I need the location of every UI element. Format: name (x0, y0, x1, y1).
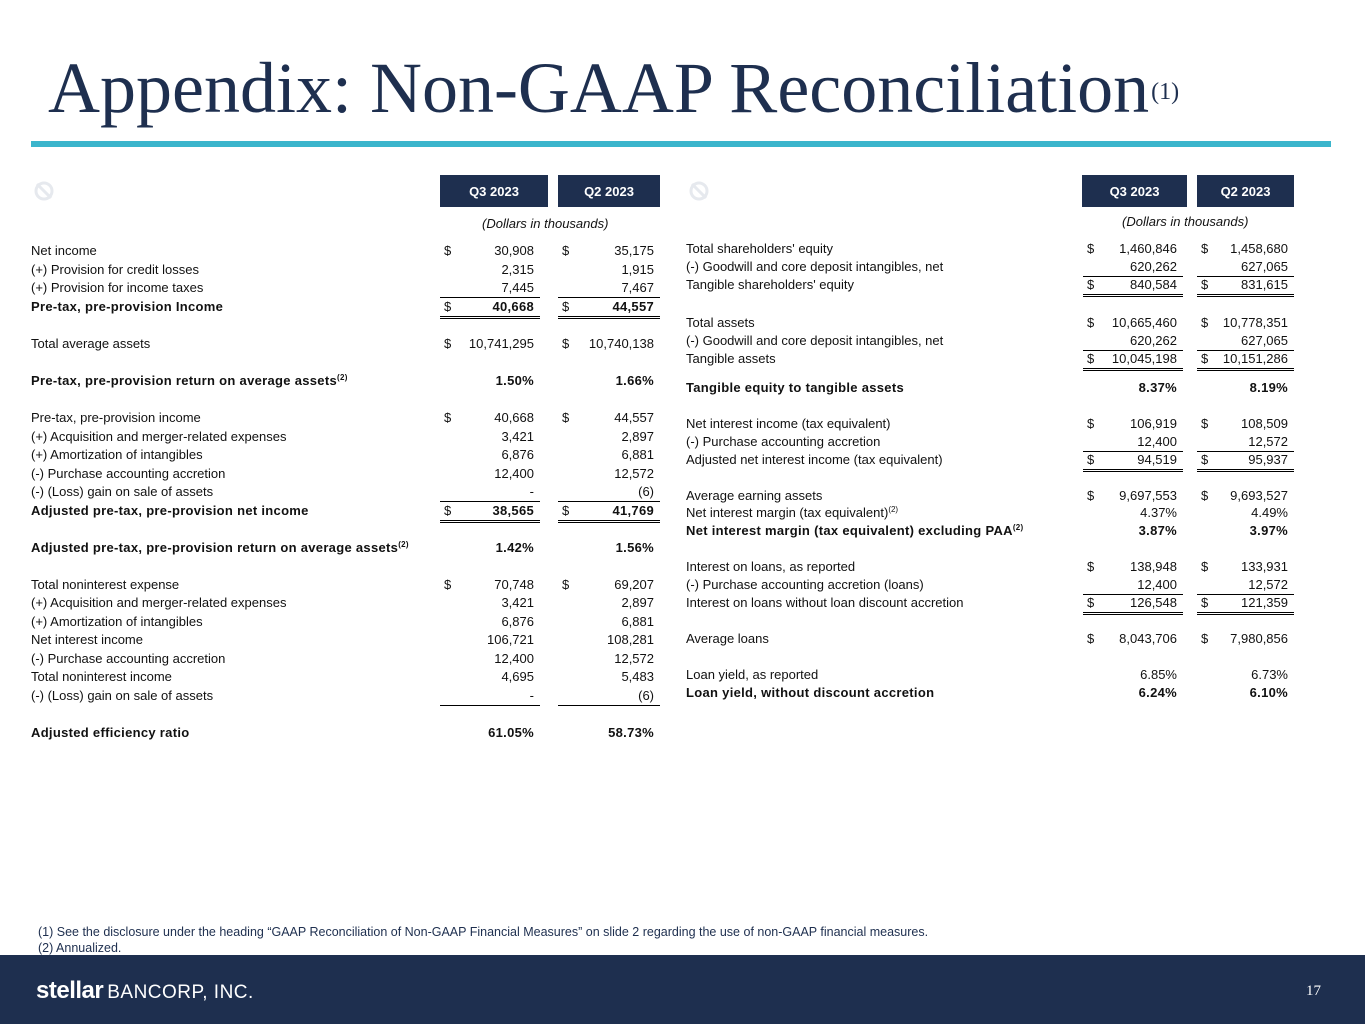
row-label: (-) Purchase accounting accretion (31, 466, 226, 481)
cell-q2-2023 (1197, 451, 1294, 472)
left-column-header-q3: Q3 2023 (440, 175, 548, 207)
cell-value: 12,400 (494, 466, 534, 481)
cell-q2-2023 (558, 428, 660, 446)
cell-q2-2023 (558, 446, 660, 464)
table-row (686, 504, 1294, 522)
cell-q2-2023 (558, 409, 660, 427)
row-label: (-) Goodwill and core deposit intangibles, net (686, 333, 944, 348)
currency-symbol: $ (1201, 559, 1209, 574)
cell-q3-2023 (1083, 332, 1183, 351)
cell-value: 2,315 (501, 262, 534, 277)
cell-value: 4,695 (501, 669, 534, 684)
cell-q3-2023 (1083, 558, 1183, 576)
footer-bar (0, 955, 1365, 1024)
cell-value: - (529, 484, 534, 499)
row-label: Adjusted pre-tax, pre-provision return on average assets$^{(2)}$ (31, 540, 409, 555)
cell-q2-2023 (1197, 350, 1294, 371)
cell-value: 1.42% (495, 540, 534, 555)
row-label: Average loans (686, 631, 769, 646)
row-label: (-) Purchase accounting accretion (loans) (686, 577, 924, 592)
cell-value: 8,043,706 (1119, 631, 1177, 646)
table-row (31, 668, 660, 686)
currency-symbol: $ (444, 299, 452, 314)
cell-q3-2023 (440, 242, 540, 260)
cell-value: 3,421 (501, 429, 534, 444)
row-footnote-ref: (2) (1012, 523, 1024, 532)
cell-value: 126,548 (1130, 595, 1177, 610)
cell-q3-2023 (440, 576, 540, 594)
row-label: Total average assets (31, 336, 151, 351)
cell-q2-2023 (1197, 240, 1294, 258)
cell-value: 10,778,351 (1222, 315, 1288, 330)
page-number: 17 (1306, 983, 1321, 999)
row-label: (-) (Loss) gain on sale of assets (31, 688, 214, 703)
table-row (686, 276, 1294, 294)
cell-value: 1.66% (615, 373, 654, 388)
cell-q3-2023 (440, 446, 540, 464)
cell-q2-2023 (1197, 558, 1294, 576)
cell-q3-2023 (1083, 258, 1183, 277)
cell-q3-2023 (440, 724, 540, 742)
row-label: Interest on loans, as reported (686, 559, 856, 574)
currency-symbol: $ (562, 410, 570, 425)
cell-q2-2023 (558, 631, 660, 649)
table-row (686, 576, 1294, 594)
currency-symbol: $ (562, 299, 570, 314)
cell-value: 6.10% (1249, 685, 1288, 700)
row-label: (+) Acquisition and merger-related expenses (31, 429, 287, 444)
cell-q3-2023 (440, 539, 540, 557)
cell-q2-2023 (1197, 504, 1294, 522)
cell-q2-2023 (1197, 415, 1294, 433)
currency-symbol: $ (1201, 315, 1209, 330)
row-label: Total assets (686, 315, 755, 330)
company-logo: stellar BANCORP, INC. (36, 977, 254, 1004)
cell-q3-2023 (1083, 684, 1183, 702)
cell-q3-2023 (1083, 276, 1183, 297)
cell-q2-2023 (558, 613, 660, 631)
row-footnote-ref: (2) (398, 540, 409, 549)
table-row (686, 487, 1294, 505)
currency-symbol: $ (1201, 416, 1209, 431)
cell-q3-2023 (1083, 522, 1183, 540)
table-row (686, 558, 1294, 576)
cell-value: 108,281 (607, 632, 654, 647)
cell-q3-2023 (440, 335, 540, 353)
cell-q3-2023 (1083, 350, 1183, 371)
row-label: Total noninterest income (31, 669, 172, 684)
table-row (686, 522, 1294, 540)
row-label: Net interest income (31, 632, 143, 647)
right-column-header-q2: Q2 2023 (1197, 175, 1294, 207)
cell-value: 620,262 (1130, 259, 1177, 274)
currency-symbol: $ (444, 503, 452, 518)
cell-value: (6) (638, 484, 654, 499)
row-label: (+) Provision for income taxes (31, 280, 204, 295)
cell-value: 3.97% (1249, 523, 1288, 538)
cell-value: 831,615 (1241, 277, 1288, 292)
cell-q2-2023 (558, 687, 660, 706)
cell-q3-2023 (440, 465, 540, 483)
table-row (686, 630, 1294, 648)
cell-value: 108,509 (1241, 416, 1288, 431)
cell-value: 10,151,286 (1222, 351, 1288, 366)
currency-symbol: $ (1201, 488, 1209, 503)
right-units-label: (Dollars in thousands) (1122, 214, 1249, 229)
row-label: Total shareholders' equity (686, 241, 834, 256)
row-footnote-ref: (2) (888, 505, 899, 514)
currency-symbol: $ (444, 410, 452, 425)
cell-q2-2023 (1197, 666, 1294, 684)
table-row (31, 409, 660, 427)
cell-q3-2023 (440, 613, 540, 631)
currency-symbol: $ (1087, 452, 1095, 467)
currency-symbol: $ (1087, 559, 1095, 574)
row-footnote-ref: (2) (336, 373, 348, 382)
table-row (31, 446, 660, 464)
cell-value: 1,915 (621, 262, 654, 277)
cell-value: 4.37% (1140, 505, 1177, 520)
cell-value: 8.19% (1249, 380, 1288, 395)
cell-value: 2,897 (621, 595, 654, 610)
currency-symbol: $ (1087, 488, 1095, 503)
cell-value: 70,748 (494, 577, 534, 592)
row-label: Pre-tax, pre-provision return on average assets$^{(2)}$ (31, 373, 348, 388)
table-row (31, 261, 660, 279)
cell-value: 44,557 (614, 410, 654, 425)
table-row (31, 539, 660, 557)
currency-symbol: $ (1201, 241, 1209, 256)
currency-symbol: $ (1087, 315, 1095, 330)
cell-q3-2023 (1083, 666, 1183, 684)
row-label: Tangible shareholders' equity (686, 277, 854, 292)
row-label: Loan yield, without discount accretion (686, 685, 935, 700)
row-label: Net interest margin (tax equivalent)$^{(2)}$ (686, 505, 899, 520)
row-label: Total noninterest expense (31, 577, 180, 592)
cell-value: 94,519 (1137, 452, 1177, 467)
currency-symbol: $ (1087, 277, 1095, 292)
cell-value: 2,897 (621, 429, 654, 444)
row-label: Net interest income (tax equivalent) (686, 416, 891, 431)
cell-q3-2023 (1083, 576, 1183, 595)
title-divider (31, 141, 1331, 147)
cell-q3-2023 (440, 261, 540, 279)
cell-q2-2023 (1197, 379, 1294, 397)
cell-q2-2023 (558, 502, 660, 523)
cell-value: 5,483 (621, 669, 654, 684)
cell-q3-2023 (440, 650, 540, 668)
table-row (686, 666, 1294, 684)
row-label: Tangible assets (686, 351, 776, 366)
cell-value: 106,919 (1130, 416, 1177, 431)
cell-q3-2023 (1083, 487, 1183, 505)
table-row (686, 451, 1294, 469)
cell-q2-2023 (558, 724, 660, 742)
table-row (686, 314, 1294, 332)
cell-q2-2023 (558, 668, 660, 686)
cell-q2-2023 (558, 335, 660, 353)
cell-q2-2023 (558, 298, 660, 319)
cell-q2-2023 (558, 483, 660, 502)
cell-q2-2023 (1197, 522, 1294, 540)
cell-value: 627,065 (1241, 333, 1288, 348)
row-label: Net income (31, 243, 97, 258)
row-label: Pre-tax, pre-provision Income (31, 299, 224, 314)
watermark-icon (688, 180, 710, 202)
cell-q2-2023 (558, 261, 660, 279)
cell-q3-2023 (1083, 379, 1183, 397)
cell-value: 38,565 (492, 503, 534, 518)
cell-value: 12,572 (614, 466, 654, 481)
title-footnote: (1) (1151, 79, 1180, 105)
currency-symbol: $ (444, 336, 452, 351)
currency-symbol: $ (1087, 595, 1095, 610)
cell-value: 138,948 (1130, 559, 1177, 574)
currency-symbol: $ (444, 577, 452, 592)
table-row (31, 631, 660, 649)
row-label: Average earning assets (686, 488, 823, 503)
cell-q2-2023 (1197, 433, 1294, 452)
cell-value: 12,572 (1248, 577, 1288, 592)
currency-symbol: $ (1087, 631, 1095, 646)
currency-symbol: $ (562, 503, 570, 518)
cell-q2-2023 (1197, 258, 1294, 277)
cell-value: 6.73% (1251, 667, 1288, 682)
row-label: (-) (Loss) gain on sale of assets (31, 484, 214, 499)
cell-q3-2023 (440, 631, 540, 649)
currency-symbol: $ (1087, 351, 1095, 366)
cell-q2-2023 (558, 650, 660, 668)
row-label: Interest on loans without loan discount accretion (686, 595, 964, 610)
cell-value: 3,421 (501, 595, 534, 610)
cell-value: 9,697,553 (1119, 488, 1177, 503)
cell-q3-2023 (440, 483, 540, 502)
left-units-label: (Dollars in thousands) (482, 216, 609, 231)
row-label: Tangible equity to tangible assets (686, 380, 904, 395)
table-row (31, 594, 660, 612)
cell-value: 1.56% (615, 540, 654, 555)
cell-q2-2023 (558, 372, 660, 390)
cell-value: 7,467 (621, 280, 654, 295)
footnote-1: (1) See the disclosure under the heading “GAAP Reconciliation of Non-GAAP Financial Measures” on slide 2 regarding the use of non-GAAP financial measures. (38, 925, 929, 939)
table-row (31, 687, 660, 705)
cell-value: 6,881 (621, 447, 654, 462)
cell-q2-2023 (558, 594, 660, 612)
page-title: Appendix: Non-GAAP Reconciliation$^{(1)}$ (48, 48, 1180, 128)
table-row (686, 433, 1294, 451)
cell-q3-2023 (1083, 504, 1183, 522)
row-label: (-) Purchase accounting accretion (31, 651, 226, 666)
cell-value: 6,881 (621, 614, 654, 629)
table-row (31, 650, 660, 668)
table-row (686, 332, 1294, 350)
currency-symbol: $ (1201, 631, 1209, 646)
table-row (686, 415, 1294, 433)
row-label: Loan yield, as reported (686, 667, 819, 682)
currency-symbol: $ (1087, 241, 1095, 256)
cell-q3-2023 (1083, 433, 1183, 452)
row-label: Adjusted pre-tax, pre-provision net income (31, 503, 309, 518)
cell-q3-2023 (1083, 594, 1183, 615)
cell-value: 7,445 (501, 280, 534, 295)
cell-value: 627,065 (1241, 259, 1288, 274)
cell-value: 10,741,295 (468, 336, 534, 351)
cell-q3-2023 (1083, 451, 1183, 472)
row-label: (+) Amortization of intangibles (31, 447, 203, 462)
row-label: Net interest margin (tax equivalent) excluding PAA$^{(2)}$ (686, 523, 1024, 538)
cell-value: 58.73% (608, 725, 654, 740)
cell-value: 6.24% (1138, 685, 1177, 700)
currency-symbol: $ (1201, 452, 1209, 467)
table-row (31, 613, 660, 631)
currency-symbol: $ (1201, 277, 1209, 292)
cell-q2-2023 (558, 242, 660, 260)
watermark-icon (33, 180, 55, 202)
currency-symbol: $ (562, 243, 570, 258)
cell-value: 30,908 (494, 243, 534, 258)
cell-q3-2023 (440, 428, 540, 446)
cell-value: 133,931 (1241, 559, 1288, 574)
cell-value: 12,572 (1248, 434, 1288, 449)
table-row (31, 335, 660, 353)
currency-symbol: $ (1201, 595, 1209, 610)
table-row (31, 428, 660, 446)
table-row (31, 242, 660, 260)
row-label: Adjusted efficiency ratio (31, 725, 190, 740)
cell-q3-2023 (440, 372, 540, 390)
cell-value: 12,400 (494, 651, 534, 666)
row-label: (-) Goodwill and core deposit intangibles, net (686, 259, 944, 274)
table-row (31, 279, 660, 297)
cell-q3-2023 (440, 298, 540, 319)
cell-q3-2023 (440, 502, 540, 523)
right-column-header-q3: Q3 2023 (1082, 175, 1187, 207)
cell-value: 3.87% (1138, 523, 1177, 538)
table-row (686, 240, 1294, 258)
cell-value: 95,937 (1248, 452, 1288, 467)
cell-q3-2023 (440, 668, 540, 686)
cell-q3-2023 (1083, 240, 1183, 258)
row-label: Pre-tax, pre-provision income (31, 410, 201, 425)
cell-q2-2023 (1197, 276, 1294, 297)
table-row (31, 724, 660, 742)
row-label: Adjusted net interest income (tax equivalent) (686, 452, 943, 467)
cell-value: - (529, 688, 534, 703)
cell-value: 1,460,846 (1119, 241, 1177, 256)
cell-q3-2023 (1083, 314, 1183, 332)
currency-symbol: $ (562, 577, 570, 592)
cell-value: 12,400 (1137, 577, 1177, 592)
cell-value: 35,175 (614, 243, 654, 258)
cell-value: 10,665,460 (1111, 315, 1177, 330)
cell-value: 6.85% (1140, 667, 1177, 682)
cell-q2-2023 (1197, 630, 1294, 648)
table-row (31, 502, 660, 520)
cell-q2-2023 (558, 576, 660, 594)
cell-value: 4.49% (1251, 505, 1288, 520)
cell-q2-2023 (1197, 684, 1294, 702)
table-row (31, 576, 660, 594)
cell-value: 61.05% (488, 725, 534, 740)
cell-value: 69,207 (614, 577, 654, 592)
cell-value: 6,876 (501, 447, 534, 462)
table-row (686, 350, 1294, 368)
table-row (31, 298, 660, 316)
cell-q3-2023 (440, 409, 540, 427)
row-label: (+) Amortization of intangibles (31, 614, 203, 629)
currency-symbol: $ (1201, 351, 1209, 366)
cell-q2-2023 (558, 539, 660, 557)
table-row (686, 684, 1294, 702)
cell-q2-2023 (558, 465, 660, 483)
cell-value: 40,668 (494, 410, 534, 425)
table-row (31, 372, 660, 390)
cell-value: 10,045,198 (1111, 351, 1177, 366)
cell-q3-2023 (440, 594, 540, 612)
table-row (686, 258, 1294, 276)
cell-value: (6) (638, 688, 654, 703)
cell-value: 106,721 (487, 632, 534, 647)
table-row (686, 379, 1294, 397)
cell-value: 12,400 (1137, 434, 1177, 449)
cell-value: 840,584 (1130, 277, 1177, 292)
row-label: (-) Purchase accounting accretion (686, 434, 881, 449)
footnote-2: (2) Annualized. (38, 941, 122, 955)
cell-q2-2023 (1197, 314, 1294, 332)
table-row (31, 465, 660, 483)
cell-value: 12,572 (614, 651, 654, 666)
cell-q2-2023 (1197, 487, 1294, 505)
currency-symbol: $ (1087, 416, 1095, 431)
left-column-header-q2: Q2 2023 (558, 175, 660, 207)
cell-value: 1.50% (495, 373, 534, 388)
cell-q3-2023 (440, 687, 540, 706)
cell-value: 8.37% (1138, 380, 1177, 395)
cell-value: 10,740,138 (588, 336, 654, 351)
currency-symbol: $ (562, 336, 570, 351)
cell-q2-2023 (558, 279, 660, 298)
cell-value: 620,262 (1130, 333, 1177, 348)
cell-value: 7,980,856 (1230, 631, 1288, 646)
row-label: (+) Acquisition and merger-related expenses (31, 595, 287, 610)
cell-value: 44,557 (612, 299, 654, 314)
cell-value: 121,359 (1241, 595, 1288, 610)
cell-q2-2023 (1197, 332, 1294, 351)
table-row (31, 483, 660, 501)
cell-value: 6,876 (501, 614, 534, 629)
cell-value: 1,458,680 (1230, 241, 1288, 256)
cell-value: 40,668 (492, 299, 534, 314)
cell-q3-2023 (1083, 630, 1183, 648)
row-label: (+) Provision for credit losses (31, 262, 199, 277)
table-row (686, 594, 1294, 612)
currency-symbol: $ (444, 243, 452, 258)
cell-q2-2023 (1197, 576, 1294, 595)
cell-value: 41,769 (612, 503, 654, 518)
cell-q3-2023 (1083, 415, 1183, 433)
cell-q3-2023 (440, 279, 540, 298)
cell-q2-2023 (1197, 594, 1294, 615)
cell-value: 9,693,527 (1230, 488, 1288, 503)
